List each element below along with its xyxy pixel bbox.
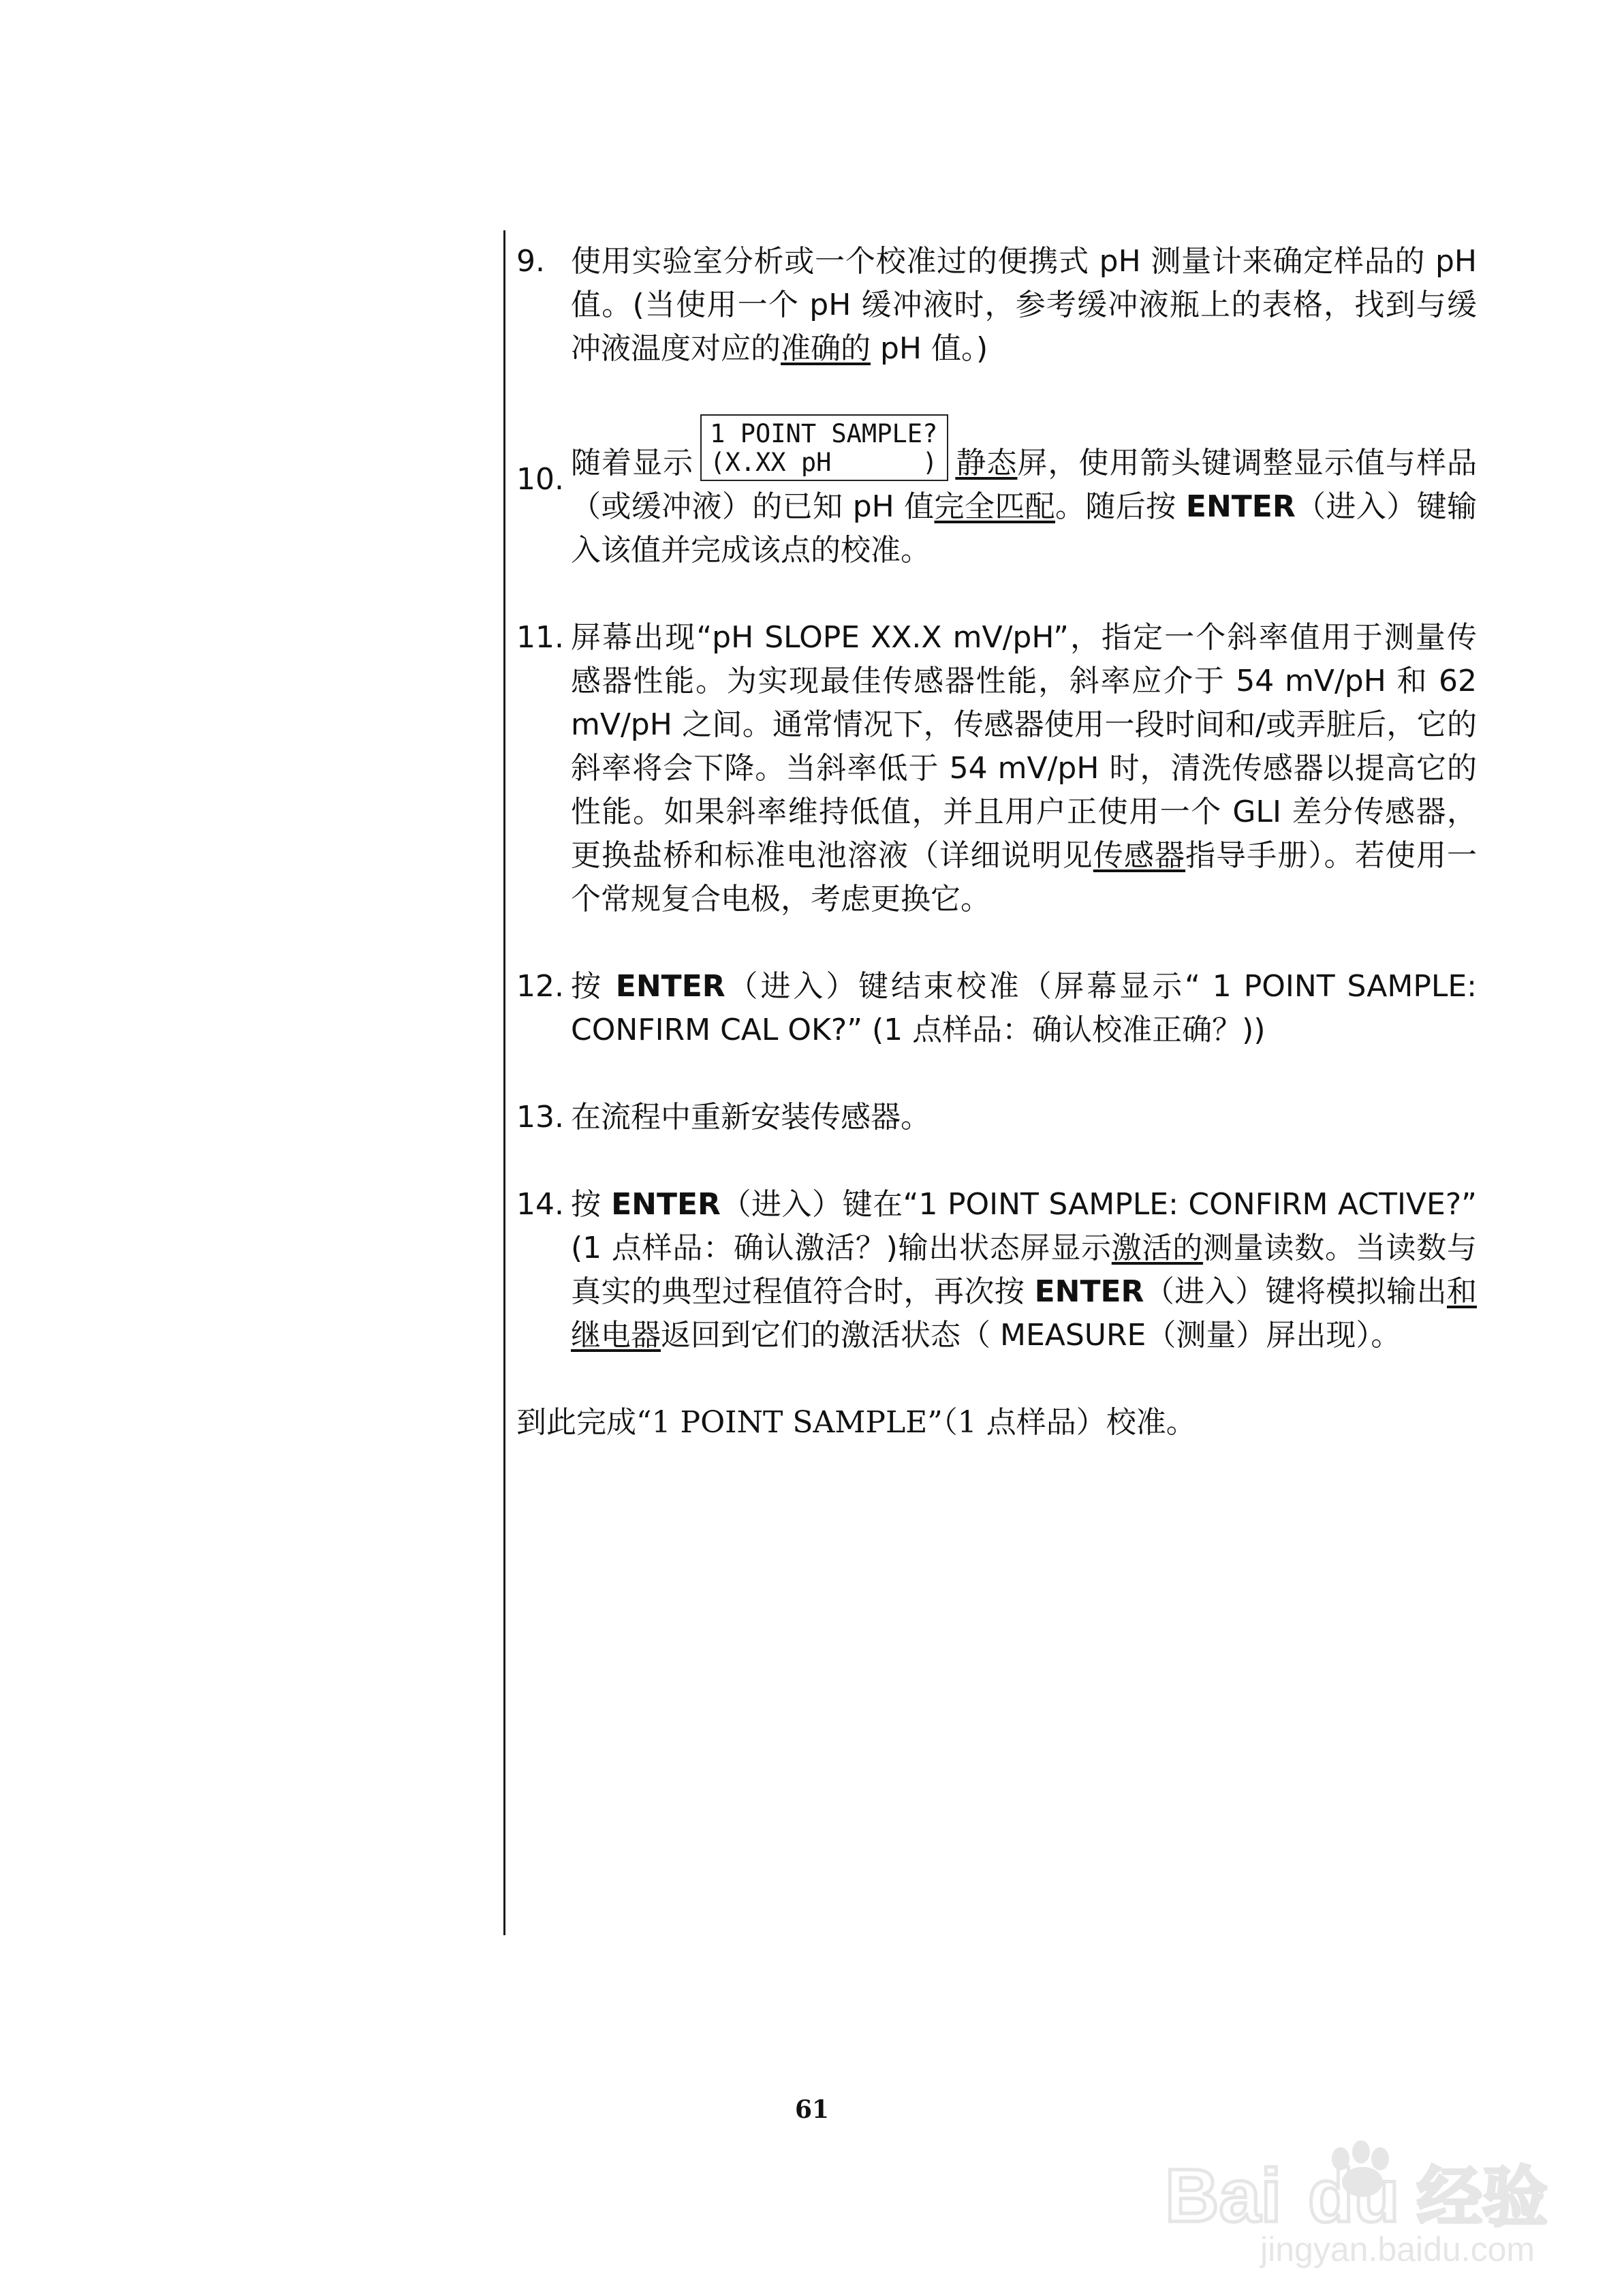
step-14 [516, 1183, 1477, 1357]
instruction-list [516, 240, 1477, 1445]
lcd-display-box [700, 414, 948, 481]
step-12 [516, 965, 1477, 1052]
step-text: pH 值。) [871, 331, 988, 366]
watermark-brand: 经验 [1417, 2159, 1548, 2236]
lcd-line-1: 1 POINT SAMPLE? [710, 419, 938, 448]
step-text: 按 [571, 1187, 612, 1222]
step-11 [516, 616, 1477, 921]
baidu-jingyan-watermark [1158, 2133, 1580, 2269]
enter-key-label: ENTER [1034, 1274, 1144, 1309]
step-number: 14. [516, 1187, 564, 1222]
step-text: 测量读数。当读数与真实的典型过程值符合时，再次按 [571, 1231, 1478, 1309]
closing-sentence: 到此完成“1 POINT SAMPLE”（1 点样品）校准。 [516, 1405, 1196, 1440]
step-text: 按 [571, 969, 616, 1004]
watermark-brand: du [1308, 2154, 1400, 2238]
step-text: 返回到它们的激活状态（ MEASURE（测量）屏出现）。 [661, 1318, 1401, 1353]
step-number: 12. [516, 969, 564, 1004]
step-text: 在流程中重新安装传感器。 [571, 1100, 931, 1135]
margin-rule [503, 230, 505, 1935]
lcd-line-2: (X.XX pH ) [710, 448, 938, 477]
underlined-term: 静态 [955, 446, 1018, 480]
step-text: （进入）键在“1 POINT SAMPLE: CONFIRM ACTIVE?” (1 点样品：确认激活？)输出状态屏显示 [571, 1187, 1477, 1265]
enter-key-label: ENTER [611, 1187, 721, 1222]
step-9 [516, 240, 1477, 371]
step-text: （进入）键将模拟输出 [1144, 1274, 1447, 1309]
page-number: 61 [794, 2095, 830, 2124]
step-number: 13. [516, 1100, 564, 1135]
watermark-brand: Bai [1165, 2154, 1282, 2238]
step-text: （进入）键输入该值并完成该点的校准。 [571, 489, 1478, 568]
step-text: （进入）键结束校准（屏幕显示“ 1 POINT SAMPLE: CONFIRM CAL OK?” (1 点样品：确认校准正确？)) [571, 969, 1477, 1047]
enter-key-label: ENTER [1185, 489, 1296, 524]
underlined-term: 和继电器 [571, 1274, 1477, 1353]
step-10 [516, 414, 1477, 572]
watermark-url: jingyan.baidu.com [1260, 2230, 1535, 2268]
underlined-term: 激活的 [1111, 1231, 1204, 1265]
step-text: 。随后按 [1055, 489, 1186, 524]
enter-key-label: ENTER [615, 969, 725, 1004]
step-number: 10. [516, 462, 564, 497]
step-13 [516, 1096, 1477, 1139]
underlined-term: 准确的 [781, 331, 871, 366]
underlined-term: 完全匹配 [934, 489, 1056, 524]
step-text: 屏幕出现“pH SLOPE XX.X mV/pH”，指定一个斜率值用于测量传感器性能。为实现最佳传感器性能，斜率应介于 54 mV/pH 和 62 mV/pH 之间。通常情况下，传感器使用一段时间和/或弄脏后，它的斜率将会下降。当斜率低于 54 mV/pH 时，清洗传感器以提高它的性能。如果斜率维持低值，并且用户正使用一个 GLI 差分传感器，更换盐桥和标准电池溶液（详细说明见 [571, 620, 1477, 873]
step-text: 随着显示 [571, 446, 694, 480]
step-text: 屏，使用箭头键调整显示值与样品（或缓冲液）的已知 pH 值 [571, 446, 1478, 524]
step-number: 9. [516, 244, 545, 279]
step-text: 使用实验室分析或一个校准过的便携式 pH 测量计来确定样品的 pH 值。(当使用一个 pH 缓冲液时，参考缓冲液瓶上的表格，找到与缓冲液温度对应的 [571, 244, 1477, 366]
underlined-term: 传感器 [1093, 838, 1186, 873]
step-number: 11. [516, 620, 564, 655]
step-text: 指导手册）。若使用一个常规复合电极，考虑更换它。 [571, 838, 1478, 917]
